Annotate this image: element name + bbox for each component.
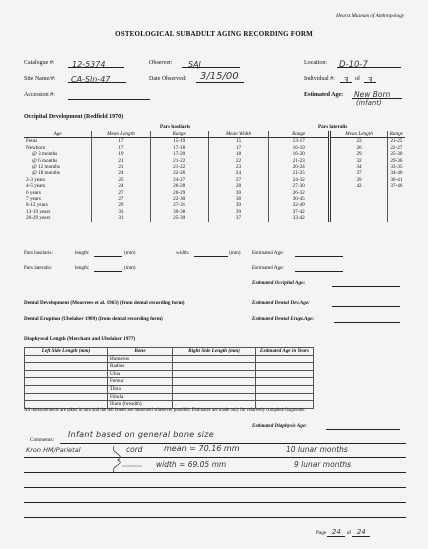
- col-age: Age: [24, 131, 92, 138]
- dental-dev-row: [24, 300, 185, 306]
- dental-erupt-age-label: Estimated Dental Erupt.Age:: [252, 316, 315, 322]
- table-cell: 21-22: [150, 164, 208, 170]
- table-cell: 30-45: [269, 196, 330, 202]
- table-cell: 15: [208, 138, 268, 145]
- measurement-cell[interactable]: [256, 393, 314, 401]
- bone-name: Ulna: [108, 370, 173, 378]
- table-row: [25, 355, 314, 363]
- col-left-length: Left Side Length (mm): [25, 348, 108, 356]
- table-cell: 17: [208, 145, 268, 151]
- table-cell: Newborn: [26, 144, 46, 151]
- estimated-age-label: Estimated Age:: [304, 92, 344, 98]
- pars-lateralis-heading: Pars lateralis: [318, 124, 348, 130]
- observer-label: Observer:: [149, 60, 173, 66]
- comment-text-3a: width = 69.05 mm: [156, 460, 227, 469]
- individual-value: 3: [343, 76, 349, 85]
- location-label: Location:: [304, 60, 327, 66]
- table-cell: @ 6 months: [32, 157, 58, 164]
- lateralis-est-age-label: Estimated Age:: [252, 265, 284, 271]
- basilaris-width-mm: (mm): [229, 250, 241, 256]
- measurement-cell[interactable]: [173, 393, 256, 401]
- basilaris-est-age-label: Estimated Age:: [252, 250, 284, 256]
- comment-line-4: [24, 474, 406, 488]
- table-cell: 21-25: [269, 170, 330, 176]
- table-cell: 20-24: [269, 164, 330, 170]
- basilaris-width-field[interactable]: [194, 249, 228, 257]
- table-cell: 24: [92, 170, 150, 176]
- table-cell: 16-19: [269, 145, 330, 151]
- col-bone: Bone: [108, 348, 173, 356]
- basilaris-length-mm: (mm): [124, 250, 136, 256]
- table-cell: 39: [330, 177, 387, 183]
- table-cell: 25: [92, 177, 150, 183]
- table-cell: 21-23: [269, 158, 330, 164]
- table-cell: 6 years: [26, 189, 41, 196]
- table-cell: 37-42: [269, 209, 330, 215]
- bone-name: Radius: [108, 363, 173, 371]
- individual-total: 3: [367, 76, 373, 85]
- table-cell: 22-26: [150, 170, 208, 176]
- table-cell: 23: [208, 164, 268, 170]
- table-cell: 29-36: [387, 158, 405, 164]
- measurement-cell[interactable]: [256, 378, 314, 386]
- dental-dev-suffix: (from dental recording form): [120, 300, 185, 306]
- table-cell: 20-29 years: [26, 215, 51, 222]
- museum-name: Hearst Museum of Anthropology: [336, 13, 404, 19]
- table-cell: 21: [92, 158, 150, 164]
- table-cell: 27-31: [150, 202, 208, 208]
- bone-name: Fibula: [108, 393, 173, 401]
- table-cell: 39: [208, 202, 268, 208]
- table-cell: 29: [330, 151, 387, 157]
- measurement-cell[interactable]: [173, 385, 256, 393]
- table-cell: 33: [92, 209, 150, 215]
- table-cell: [387, 215, 405, 221]
- measurement-cell[interactable]: [173, 370, 256, 378]
- form-title: OSTEOLOGICAL SUBADULT AGING RECORDING FORM: [115, 30, 313, 38]
- observer-value: SAJ: [188, 60, 201, 69]
- location-field[interactable]: [337, 54, 401, 68]
- basilaris-label: Pars basilaris:: [24, 250, 53, 256]
- comment-line-6: [24, 504, 406, 518]
- measurement-cell[interactable]: [256, 370, 314, 378]
- site-field[interactable]: [68, 69, 126, 83]
- lateralis-length-field[interactable]: [94, 264, 122, 272]
- measurement-cell[interactable]: [25, 370, 108, 378]
- table-cell: 25-39: [150, 215, 208, 221]
- diaphysis-age-field[interactable]: [326, 422, 400, 430]
- table-cell: 17-20: [150, 151, 208, 157]
- measurement-cell[interactable]: [173, 378, 256, 386]
- table-cell: 24-27: [150, 177, 208, 183]
- lateralis-length-label: length:: [75, 265, 90, 271]
- measurement-cell[interactable]: [25, 393, 108, 401]
- measurement-cell[interactable]: [25, 363, 108, 371]
- table-cell: 26-29: [150, 190, 208, 196]
- table-cell: @ 3 months: [32, 151, 58, 158]
- table-cell: 15-19: [150, 138, 208, 145]
- individual-of: of: [355, 76, 360, 82]
- table-cell: 8-12 years: [26, 202, 48, 209]
- table-cell: 13-19 years: [26, 208, 51, 215]
- table-row: [24, 215, 405, 221]
- table-cell: 26-28: [150, 183, 208, 189]
- accession-label: Accession #:: [24, 92, 55, 98]
- table-cell: 38: [208, 196, 268, 202]
- table-cell: [330, 215, 387, 221]
- page-label: Page: [316, 530, 327, 536]
- location-value: D-10-7: [339, 60, 368, 70]
- catalogue-field[interactable]: [68, 54, 124, 68]
- col-mean-length-lat: Mean Length: [330, 131, 387, 138]
- basilaris-length-label: length:: [75, 250, 90, 256]
- col-mean-length: Mean Length: [92, 131, 150, 138]
- table-row: [25, 370, 314, 378]
- measurement-cell[interactable]: [256, 363, 314, 371]
- table-cell: 29: [92, 202, 150, 208]
- bone-name: Humerus: [108, 355, 173, 363]
- table-row: [25, 363, 314, 371]
- comments-area[interactable]: [24, 430, 406, 518]
- table-cell: 26-32: [269, 190, 330, 196]
- table-cell: 31: [92, 215, 150, 221]
- estimated-age-value: New Born: [354, 90, 391, 99]
- table-cell: 17: [92, 145, 150, 151]
- individual-field[interactable]: [340, 70, 352, 83]
- table-cell: 37: [330, 170, 387, 176]
- comments-label: Comments:: [30, 437, 54, 443]
- comment-text-2c: mean = 70.16 mm: [164, 444, 240, 453]
- comment-line-5: [24, 489, 406, 503]
- table-cell: 37-46: [387, 183, 405, 189]
- dental-dev-age-field[interactable]: [332, 299, 400, 307]
- occipital-header-row: [24, 131, 405, 138]
- table-row: [25, 378, 314, 386]
- diaphyseal-title: Diaphyseal Length (Merchant and Ubelaker 1977): [24, 336, 136, 342]
- table-cell: 22-27: [387, 145, 405, 151]
- lateralis-length-mm: (mm): [124, 265, 136, 271]
- catalogue-value: 12-5374: [72, 60, 106, 69]
- table-cell: 27: [92, 190, 150, 196]
- comment-text-2b: cord: [126, 445, 143, 454]
- bone-name: Tibia: [108, 385, 173, 393]
- basilaris-width-label: width:: [176, 250, 190, 256]
- table-row: [25, 393, 314, 401]
- measurement-cell[interactable]: [173, 363, 256, 371]
- estimated-age-note: (infant): [356, 99, 382, 107]
- table-cell: 30-38: [150, 209, 208, 215]
- page-number: [316, 528, 370, 537]
- estimated-age-field[interactable]: [352, 84, 402, 99]
- basilaris-length-field[interactable]: [94, 249, 122, 257]
- comment-text-3b: 9 lunar months: [294, 460, 352, 469]
- table-cell: 21: [92, 164, 150, 170]
- dental-erupt-row: [24, 316, 163, 322]
- site-label: Site Name/#:: [24, 76, 56, 82]
- occipital-title: Occipital Development (Redfield 1970): [24, 114, 124, 120]
- dental-erupt-label: Dental Eruption (Ubelaker 1989): [24, 316, 97, 322]
- table-cell: Fetus: [26, 138, 38, 145]
- bone-name: Femur: [108, 378, 173, 386]
- dental-erupt-suffix: (from dental recording form): [98, 316, 163, 322]
- table-cell: 22-30: [150, 196, 208, 202]
- measurement-cell[interactable]: [256, 355, 314, 363]
- brace-mark: [108, 444, 148, 474]
- table-cell: 34: [330, 164, 387, 170]
- individual-total-field[interactable]: [364, 70, 376, 83]
- col-range: Range: [150, 131, 208, 138]
- date-field[interactable]: [196, 66, 244, 83]
- date-label: Date Observed:: [149, 76, 187, 82]
- table-cell: 21-25: [387, 138, 405, 145]
- catalogue-label: Catalogue #:: [24, 60, 55, 66]
- dental-dev-age-label: Estimated Dental Dev.Age:: [252, 300, 310, 306]
- date-value: 3/15/00: [200, 71, 239, 82]
- table-cell: 25-30: [387, 151, 405, 157]
- table-cell: 42: [330, 183, 387, 189]
- col-right-length: Right Side Length (mm): [173, 348, 256, 356]
- table-cell: 32: [330, 158, 387, 164]
- table-cell: @ 12 months: [32, 164, 60, 171]
- lateralis-label: Pars lateralis:: [24, 265, 53, 271]
- pars-basilaris-heading: Pars basilaris: [160, 124, 191, 130]
- table-cell: 26: [330, 145, 387, 151]
- table-cell: 33-42: [269, 215, 330, 221]
- site-value: CA-Sln-47: [71, 75, 111, 84]
- table-cell: @ 18 months: [32, 170, 60, 177]
- diaphyseal-table: [24, 347, 314, 409]
- table-row: [24, 138, 405, 145]
- col-range-2: Range: [269, 131, 330, 138]
- occipital-age-label: Estimated Occipital Age:: [252, 280, 306, 286]
- table-cell: 32-49: [269, 202, 330, 208]
- table-cell: 22: [208, 158, 268, 164]
- col-est-age: Estimated Age in Years: [256, 348, 314, 356]
- table-cell: 36-41: [387, 177, 405, 183]
- table-cell: 30: [208, 190, 268, 196]
- col-mean-width: Mean Width: [208, 131, 268, 138]
- table-cell: 39: [208, 209, 268, 215]
- diaphyseal-header-row: [25, 348, 314, 356]
- diaphyseal-note: All measurements are taken in mm and the left bones are measured whenever possible. Estimates are made only for relatively complete fragments.: [24, 408, 306, 413]
- page-value: 24: [327, 528, 345, 537]
- table-cell: 18: [208, 151, 268, 157]
- table-cell: 24: [208, 170, 268, 176]
- table-cell: 23: [330, 138, 387, 145]
- basilaris-est-age-field[interactable]: [295, 249, 343, 257]
- table-cell: 13-17: [269, 138, 330, 145]
- table-cell: 7 years: [26, 196, 41, 203]
- table-cell: 34-40: [387, 170, 405, 176]
- table-cell: 33-35: [387, 164, 405, 170]
- table-cell: 24-32: [269, 177, 330, 183]
- table-cell: 17-18: [150, 145, 208, 151]
- bone-name: Ilium (breadth): [108, 401, 173, 409]
- table-cell: 24: [92, 183, 150, 189]
- page-of: of: [346, 530, 352, 536]
- measurement-cell[interactable]: [173, 355, 256, 363]
- table-cell: 27-30: [269, 183, 330, 189]
- measurement-cell[interactable]: [25, 385, 108, 393]
- comment-text-1: Infant based on general bone size: [68, 430, 214, 439]
- col-range-lat: Range: [387, 131, 405, 138]
- accession-field[interactable]: [68, 86, 150, 100]
- table-cell: 27: [92, 196, 150, 202]
- comment-text-2a: Kron HM/Parietal: [26, 446, 81, 454]
- measurement-cell[interactable]: [25, 355, 108, 363]
- table-cell: 17: [92, 138, 150, 145]
- individual-label: Individual #:: [304, 76, 335, 82]
- table-cell: 21-22: [150, 158, 208, 164]
- diaphysis-age-label: Estimated Diaphysis Age:: [252, 423, 307, 429]
- table-cell: 2-3 years: [26, 176, 46, 183]
- measurement-cell[interactable]: [256, 385, 314, 393]
- dental-erupt-age-field[interactable]: [334, 315, 400, 323]
- table-cell: 16-20: [269, 151, 330, 157]
- page-total: 24: [352, 528, 370, 537]
- occipital-table: [24, 131, 405, 222]
- table-cell: 19: [92, 151, 150, 157]
- lateralis-est-age-field[interactable]: [295, 264, 343, 272]
- table-cell: 4-5 years: [26, 183, 46, 190]
- comment-text-2d: 10 lunar months: [286, 445, 348, 454]
- table-cell: 37: [208, 215, 268, 221]
- table-row: [25, 385, 314, 393]
- table-cell: 28: [208, 183, 268, 189]
- table-cell: 27: [208, 177, 268, 183]
- dental-dev-label: Dental Development (Moorrees et al. 1963): [24, 300, 119, 306]
- occipital-age-field[interactable]: [332, 279, 400, 287]
- measurement-cell[interactable]: [25, 378, 108, 386]
